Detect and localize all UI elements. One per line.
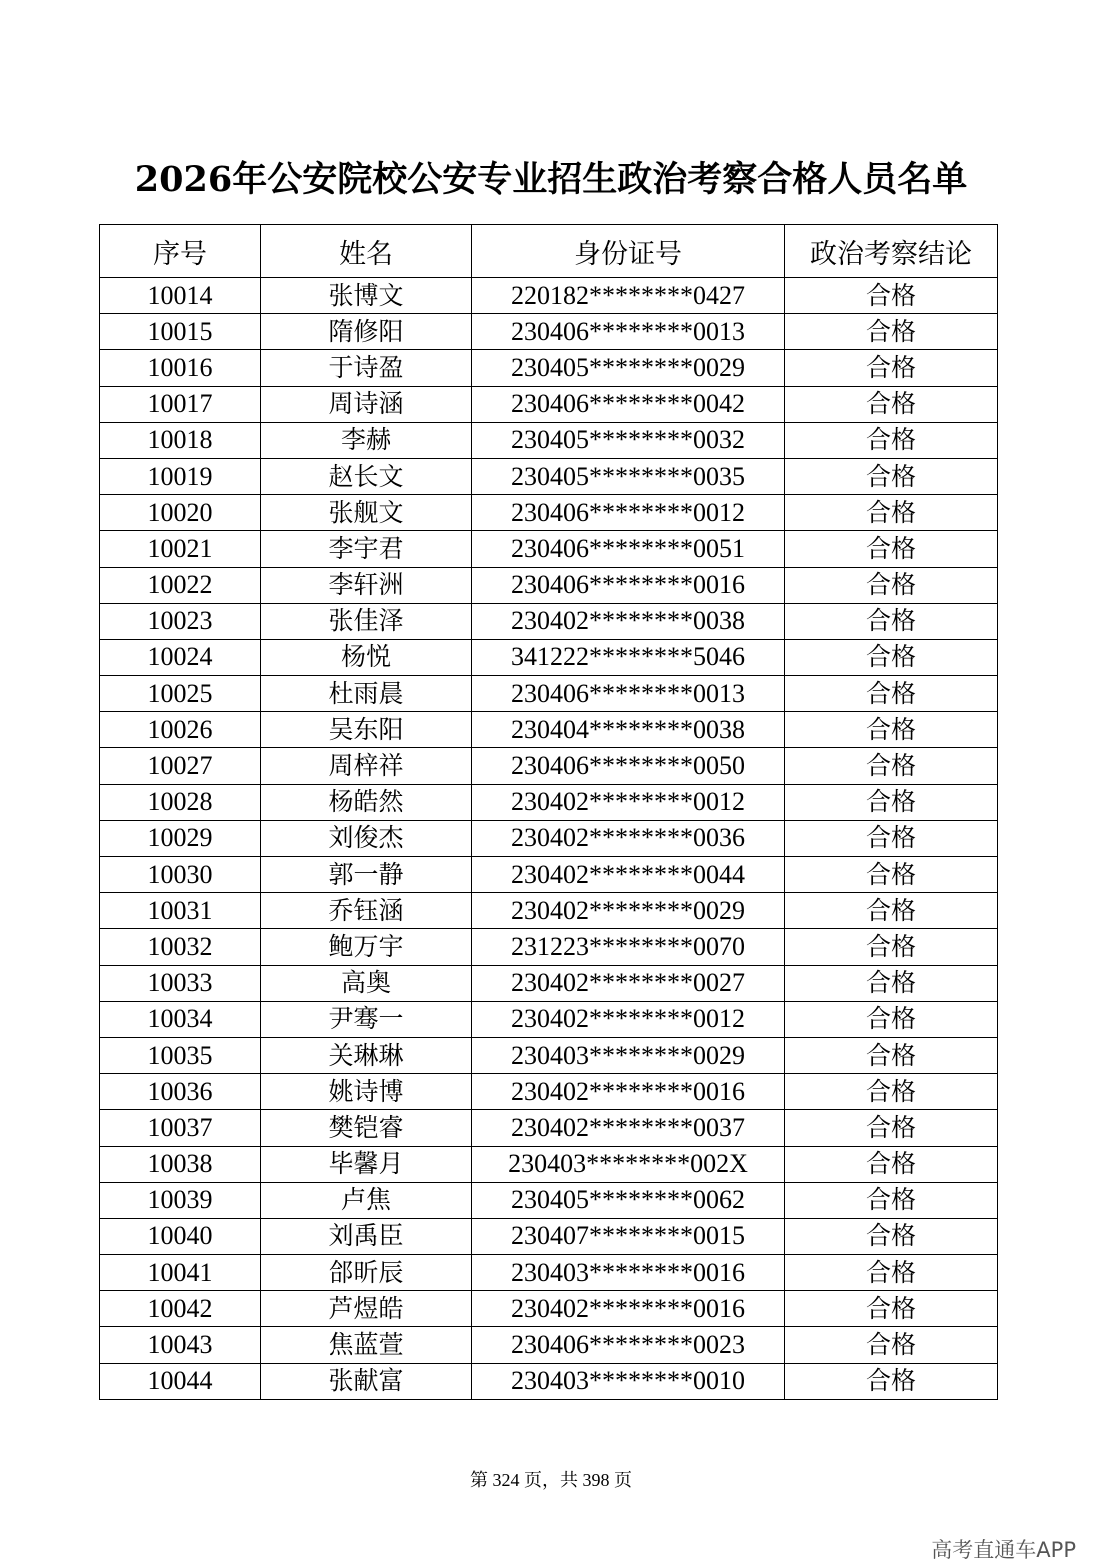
table-row [100,422,998,458]
name-cell: 刘禹臣 [261,1218,472,1254]
serial-cell: 10032 [100,929,261,965]
id-number-cell: 220182********0427 [472,278,785,314]
result-cell: 合格 [785,1037,998,1073]
id-number-cell: 230403********0016 [472,1255,785,1291]
serial-cell: 10016 [100,350,261,386]
result-cell: 合格 [785,458,998,494]
table-row [100,676,998,712]
result-cell: 合格 [785,531,998,567]
result-cell: 合格 [785,1074,998,1110]
id-number-cell: 230403********0010 [472,1363,785,1399]
result-cell: 合格 [785,422,998,458]
name-cell: 吴东阳 [261,712,472,748]
table-row [100,567,998,603]
serial-cell: 10044 [100,1363,261,1399]
table-row [100,929,998,965]
result-cell: 合格 [785,1110,998,1146]
result-cell: 合格 [785,893,998,929]
table-row [100,1291,998,1327]
result-cell: 合格 [785,495,998,531]
serial-cell: 10041 [100,1255,261,1291]
result-cell: 合格 [785,1218,998,1254]
id-number-cell: 230405********0062 [472,1182,785,1218]
name-cell: 刘俊杰 [261,820,472,856]
serial-cell: 10037 [100,1110,261,1146]
name-cell: 周梓祥 [261,748,472,784]
result-cell: 合格 [785,820,998,856]
serial-cell: 10028 [100,784,261,820]
header-id-number: 身份证号 [472,225,785,278]
id-number-cell: 230406********0051 [472,531,785,567]
name-cell: 张舰文 [261,495,472,531]
id-number-cell: 230402********0044 [472,857,785,893]
serial-cell: 10043 [100,1327,261,1363]
serial-cell: 10020 [100,495,261,531]
serial-cell: 10021 [100,531,261,567]
serial-cell: 10014 [100,278,261,314]
serial-cell: 10027 [100,748,261,784]
name-cell: 郭一静 [261,857,472,893]
name-cell: 卢焦 [261,1182,472,1218]
table-row [100,1218,998,1254]
id-number-cell: 230406********0050 [472,748,785,784]
result-cell: 合格 [785,314,998,350]
table-row [100,386,998,422]
name-cell: 鲍万宇 [261,929,472,965]
table-row [100,1255,998,1291]
table-row [100,965,998,1001]
table-row [100,820,998,856]
name-cell: 杨皓然 [261,784,472,820]
result-cell: 合格 [785,712,998,748]
result-cell: 合格 [785,1001,998,1037]
name-cell: 焦蓝萱 [261,1327,472,1363]
table-row [100,603,998,639]
serial-cell: 10024 [100,639,261,675]
name-cell: 李轩洲 [261,567,472,603]
result-cell: 合格 [785,965,998,1001]
table-row [100,639,998,675]
table-row [100,893,998,929]
result-cell: 合格 [785,386,998,422]
serial-cell: 10018 [100,422,261,458]
serial-cell: 10038 [100,1146,261,1182]
id-number-cell: 230407********0015 [472,1218,785,1254]
result-cell: 合格 [785,929,998,965]
serial-cell: 10039 [100,1182,261,1218]
name-cell: 张佳泽 [261,603,472,639]
page-title: 2026年公安院校公安专业招生政治考察合格人员名单 [134,159,968,200]
name-cell: 杨悦 [261,639,472,675]
id-number-cell: 230406********0016 [472,567,785,603]
id-number-cell: 230403********002X [472,1146,785,1182]
id-number-cell: 230403********0029 [472,1037,785,1073]
name-cell: 毕馨月 [261,1146,472,1182]
table-row [100,1037,998,1073]
table-row [100,857,998,893]
serial-cell: 10029 [100,820,261,856]
name-cell: 乔钰涵 [261,893,472,929]
result-cell: 合格 [785,567,998,603]
table-row [100,1110,998,1146]
id-number-cell: 231223********0070 [472,929,785,965]
table-row [100,748,998,784]
serial-cell: 10035 [100,1037,261,1073]
table-row [100,1146,998,1182]
serial-cell: 10034 [100,1001,261,1037]
table-row [100,314,998,350]
name-cell: 于诗盈 [261,350,472,386]
table-row [100,1363,998,1399]
id-number-cell: 230402********0016 [472,1291,785,1327]
name-cell: 郃昕辰 [261,1255,472,1291]
table-row [100,1001,998,1037]
table-row [100,1327,998,1363]
serial-cell: 10022 [100,567,261,603]
result-cell: 合格 [785,639,998,675]
result-cell: 合格 [785,1146,998,1182]
id-number-cell: 230406********0012 [472,495,785,531]
name-cell: 张献富 [261,1363,472,1399]
name-cell: 关琳琳 [261,1037,472,1073]
name-cell: 芦煜皓 [261,1291,472,1327]
serial-cell: 10030 [100,857,261,893]
serial-cell: 10042 [100,1291,261,1327]
header-name: 姓名 [261,225,472,278]
id-number-cell: 230402********0027 [472,965,785,1001]
result-cell: 合格 [785,278,998,314]
table-row [100,712,998,748]
name-cell: 隋修阳 [261,314,472,350]
serial-cell: 10033 [100,965,261,1001]
header-serial: 序号 [100,225,261,278]
id-number-cell: 341222********5046 [472,639,785,675]
result-cell: 合格 [785,1291,998,1327]
roster-body [100,278,998,1400]
id-number-cell: 230406********0042 [472,386,785,422]
id-number-cell: 230404********0038 [472,712,785,748]
id-number-cell: 230402********0037 [472,1110,785,1146]
id-number-cell: 230402********0012 [472,784,785,820]
result-cell: 合格 [785,1182,998,1218]
name-cell: 樊铠睿 [261,1110,472,1146]
name-cell: 张博文 [261,278,472,314]
serial-cell: 10025 [100,676,261,712]
serial-cell: 10019 [100,458,261,494]
table-row [100,1182,998,1218]
result-cell: 合格 [785,603,998,639]
table-row [100,458,998,494]
table-row [100,278,998,314]
header-conclusion: 政治考察结论 [785,225,998,278]
table-row [100,495,998,531]
id-number-cell: 230405********0032 [472,422,785,458]
serial-cell: 10017 [100,386,261,422]
result-cell: 合格 [785,1255,998,1291]
result-cell: 合格 [785,748,998,784]
name-cell: 李宇君 [261,531,472,567]
name-cell: 李赫 [261,422,472,458]
page-number: 第 324 页，共 398 页 [470,1470,632,1490]
id-number-cell: 230405********0035 [472,458,785,494]
serial-cell: 10015 [100,314,261,350]
name-cell: 尹骞一 [261,1001,472,1037]
name-cell: 杜雨晨 [261,676,472,712]
name-cell: 赵长文 [261,458,472,494]
serial-cell: 10023 [100,603,261,639]
result-cell: 合格 [785,1363,998,1399]
name-cell: 姚诗博 [261,1074,472,1110]
id-number-cell: 230406********0013 [472,676,785,712]
name-cell: 高奥 [261,965,472,1001]
result-cell: 合格 [785,676,998,712]
table-row [100,531,998,567]
id-number-cell: 230405********0029 [472,350,785,386]
serial-cell: 10026 [100,712,261,748]
serial-cell: 10040 [100,1218,261,1254]
id-number-cell: 230402********0012 [472,1001,785,1037]
watermark: 高考直通车APP [931,1538,1076,1562]
id-number-cell: 230406********0023 [472,1327,785,1363]
table-row [100,784,998,820]
result-cell: 合格 [785,784,998,820]
id-number-cell: 230406********0013 [472,314,785,350]
serial-cell: 10036 [100,1074,261,1110]
roster-table [99,224,998,1400]
id-number-cell: 230402********0029 [472,893,785,929]
result-cell: 合格 [785,1327,998,1363]
id-number-cell: 230402********0016 [472,1074,785,1110]
id-number-cell: 230402********0036 [472,820,785,856]
table-row [100,350,998,386]
table-row [100,1074,998,1110]
name-cell: 周诗涵 [261,386,472,422]
result-cell: 合格 [785,350,998,386]
serial-cell: 10031 [100,893,261,929]
result-cell: 合格 [785,857,998,893]
header-row [100,225,998,278]
id-number-cell: 230402********0038 [472,603,785,639]
